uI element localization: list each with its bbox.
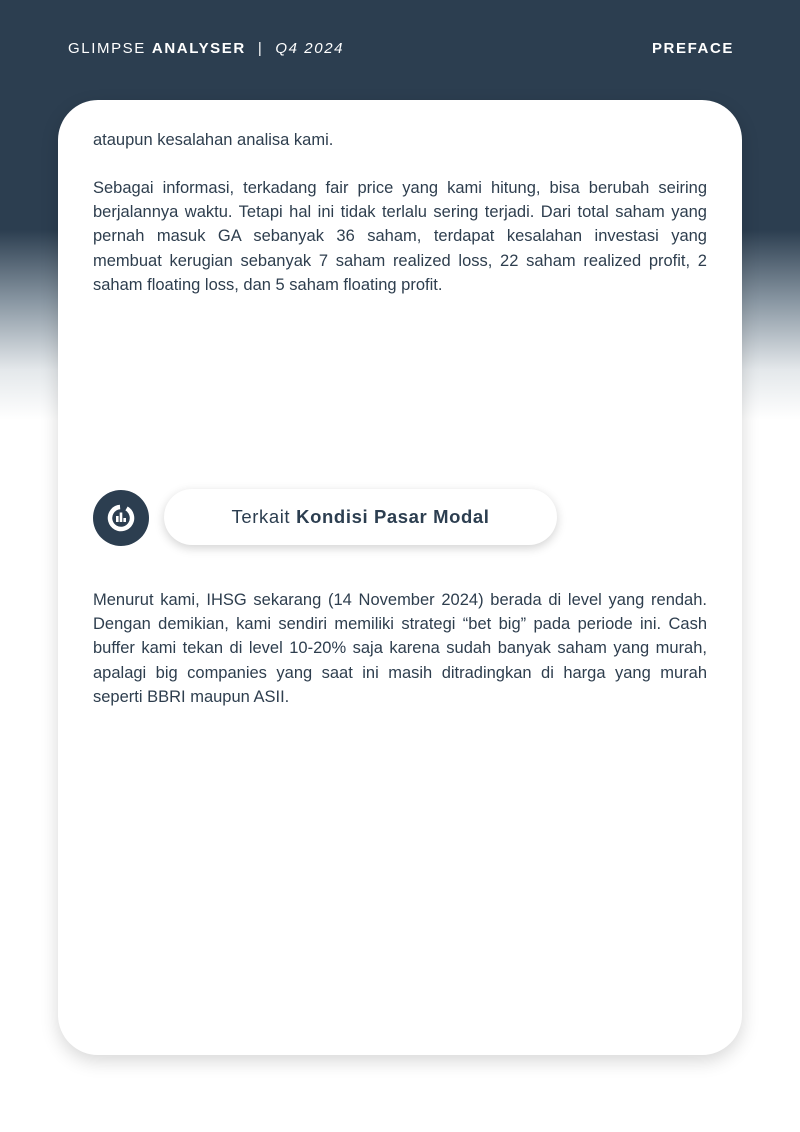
content-card: [58, 100, 742, 1055]
report-period: Q4 2024: [275, 39, 345, 57]
paragraph-continuation: ataupun kesalahan analisa kami.: [93, 131, 334, 149]
chart-donut-icon: [105, 502, 137, 534]
paragraph-market-condition: Menurut kami, IHSG sekarang (14 November 2024) berada di level yang rendah. Dengan demikian, kami sendiri memiliki strategi “bet big” pada periode ini. Cash buffer kami tekan di level 10-20% saja karena sudah banyak saham yang murah, apalagi big companies yang saat ini masih ditradingkan di harga yang murah seperti BBRI maupun ASII.: [93, 591, 707, 706]
paragraph-fair-price: Sebagai informasi, terkadang fair price yang kami hitung, bisa berubah seiring berjalannya waktu. Tetapi hal ini tidak terlalu sering terjadi. Dari total saham yang pernah masuk GA sebanyak 36 saham, terdapat kesalahan investasi yang membuat kerugian sebanyak 7 saham realized loss, 22 saham realized profit, 2 saham floating loss, dan 5 saham floating profit.: [93, 179, 707, 294]
section-heading-title: Kondisi Pasar Modal: [296, 506, 490, 527]
section-icon-badge: [93, 490, 149, 546]
page-header: [68, 38, 734, 58]
brand-name-bold: ANALYSER: [151, 39, 246, 57]
section-heading-pill: [164, 489, 557, 545]
report-brand: [68, 40, 344, 57]
brand-separator: |: [257, 39, 264, 57]
section-heading-prefix: Terkait: [231, 506, 291, 527]
brand-name-light: GLIMPSE: [68, 39, 146, 57]
section-label: PREFACE: [651, 39, 734, 57]
